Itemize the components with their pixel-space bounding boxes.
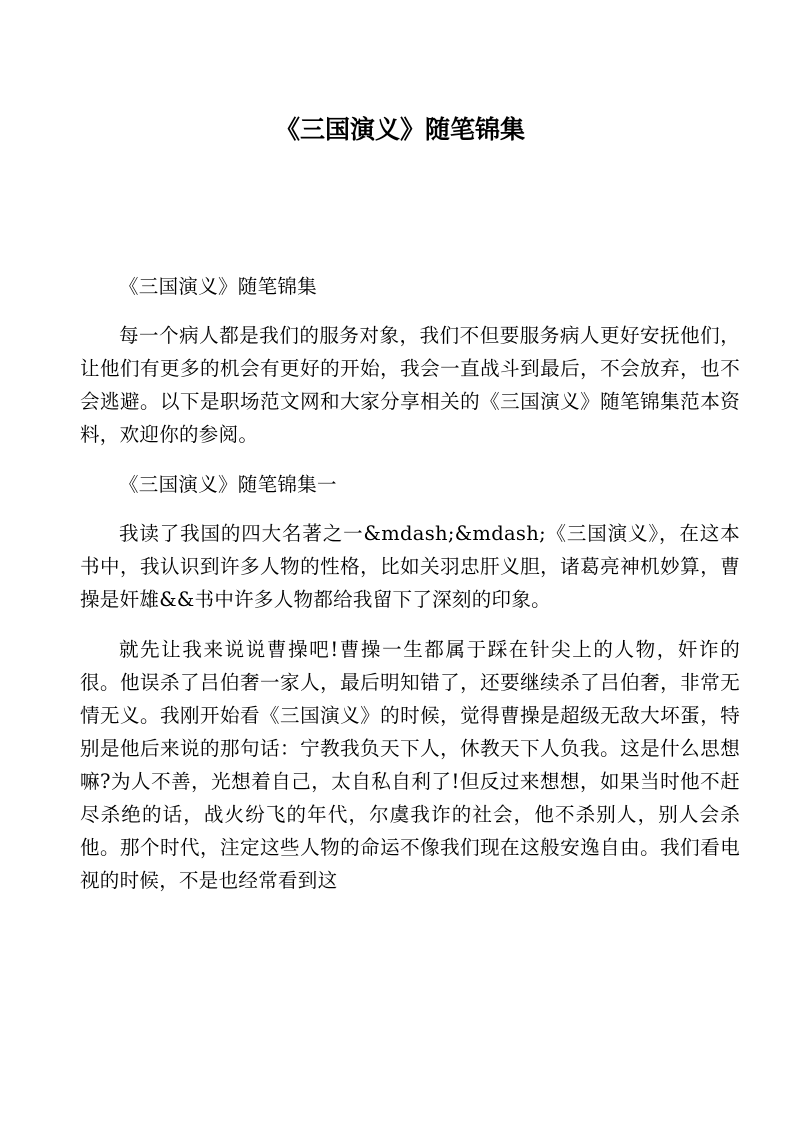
intro-heading: 《三国演义》随笔锦集	[119, 275, 318, 298]
document-title: 《三国演义》随笔锦集	[274, 115, 525, 144]
document-body	[80, 270, 740, 914]
intro-paragraph: 每一个病人都是我们的服务对象，我们不但要服务病人更好安抚他们，让他们有更多的机会有更好的开始，我会一直战斗到最后，不会放弃，也不会逃避。以下是职场范文网和大家分享相关的《三国演义》随笔锦集范本资料，欢迎你的参阅。	[80, 324, 740, 446]
body-paragraph-2: 就先让我来说说曹操吧!曹操一生都属于踩在针尖上的人物，奸诈的很。他误杀了吕伯奢一家人，最后明知错了，还要继续杀了吕伯奢，非常无情无义。我刚开始看《三国演义》的时候，觉得曹操是超级无敌大坏蛋，特别是他后来说的那句话：宁教我负天下人，休教天下人负我。这是什么思想嘛?为人不善，光想着自己，太自私自利了!但反过来想想，如果当时他不赶尽杀绝的话，战火纷飞的年代，尔虞我诈的社会，他不杀别人，别人会杀他。那个时代，注定这些人物的命运不像我们现在这般安逸自由。我们看电视的时候，不是也经常看到这	[80, 638, 740, 892]
body-paragraph-1: 我读了我国的四大名著之一&mdash;&mdash;《三国演义》，在这本书中，我认识到许多人物的性格，比如关羽忠肝义胆，诸葛亮神机妙算，曹操是奸雄&&书中许多人物都给我留下了深刻的印象。	[80, 522, 740, 611]
section-heading-one: 《三国演义》随笔锦集一	[119, 473, 337, 496]
